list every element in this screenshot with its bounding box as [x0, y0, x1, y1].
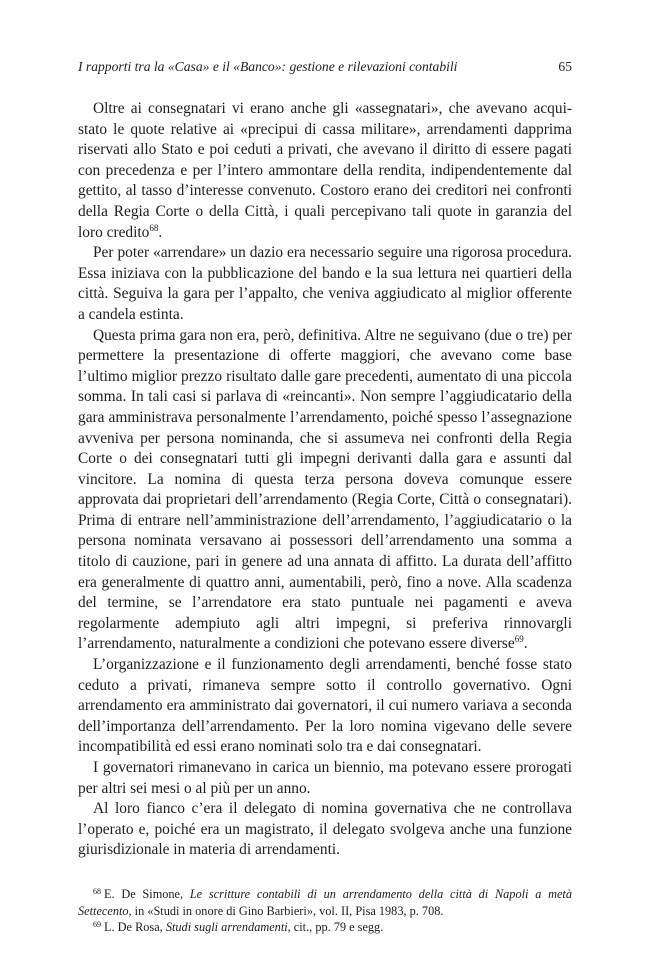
paragraph-reincanti: Questa prima gara non era, però, definitiva. Altre ne seguivano (due o tre) per permettere la presentazione di offerte maggiori, che avevano come base l’ultimo miglior prezzo risultato dalle gare precedenti, aumentato di una piccola somma. In tali casi si parlava di «reincanti». Non sempre l’aggiudicatario della gara amministrava personalmente l’arrendamento, poiché spesso l’assegnazione avveniva per persona nominanda, che si assumeva nei confronti della Regia Corte o dei consegnatari tutti gli impegni derivanti dalla gara e assunti dal vincitore. La nomina di questa terza persona doveva comunque essere approvata dai proprietari dell’arrendamento (Regia Corte, Città o consegnatari). Prima di entrare nell’amministrazione dell’arrendamento, l’aggiudicatario o la persona nominata versavano ai possessori dell’arrendamento una somma a titolo di cauzione, pari in genere ad una annata di affitto. La durata dell’affitto era generalmente di quattro anni, aumentabili, però, fino a nove. Alla scadenza del termine, se l’arrendatore era stato puntuale nei pagamenti e aveva regolarmente adempiuto agli altri impegni, si preferiva rinnovargli l’arrendamento, naturalmente a condizioni che potevano essere diverse$^{69}$. — [78, 326, 572, 653]
footnote-title: Studi sugli arrendamenti — [165, 920, 288, 935]
running-title: I rapporti tra la «Casa» e il «Banco»: gestione e rilevazioni contabili — [78, 59, 458, 74]
running-header — [78, 58, 572, 80]
footnote-68: $^{68}$ E. De Simone, Le scritture contabili di un arrendamento della città di Napoli a metà Settecento, in «Studi in onore di Gino Barbieri», vol. II, Pisa 1983, p. 708. — [78, 886, 572, 918]
footnote-number: 69 — [93, 920, 101, 930]
paragraph-procedura: Per poter «arrendare» un dazio era necessario seguire una rigorosa procedura. Essa iniziava con la pubblicazione del bando e la sua lettura nei quartieri della città. Seguiva la gara per l’appalto, che veniva aggiudicato al miglior offerente a candela estinta. — [78, 244, 572, 323]
paragraph-governatori: I governatori rimanevano in carica un biennio, ma potevano essere prorogati per altri sei mesi o al più per un anno. — [78, 759, 572, 797]
footnote-title: Le scritture contabili di un arrendamento della città di Napoli a metà Settecento — [78, 886, 572, 918]
body-text — [78, 99, 572, 861]
paragraph-delegato: Al loro fianco c’era il delegato di nomina governativa che ne controllava l’operato e, poiché era un magistrato, il delegato svolgeva anche una funzione giurisdizionale in materia di arrendamenti. — [78, 800, 572, 859]
footnote-69: $^{69}$ L. De Rosa, Studi sugli arrendamenti, cit., pp. 79 e segg. — [93, 920, 384, 935]
page-number: 65 — [558, 59, 572, 74]
footnote-number: 68 — [93, 886, 101, 896]
paragraph-assegnatari: Oltre ai consegnatari vi erano anche gli «assegnatari», che avevano acquistato le quote relative ai «precipui di cassa militare», arrendamenti dapprima riservati allo Stato e poi ceduti a privati, che avevano il diritto di essere pagati con precedenza e per l’intero ammontare della rendita, indipendentemente dal gettito, al tasso d’interesse convenuto. Costoro erano dei creditori nei confronti della Regia Corte o della Città, i quali percepivano tali quote in garanzia del loro credito$^{68}$. — [78, 100, 572, 241]
book-page — [78, 58, 572, 936]
note-reference-69[interactable]: 69 — [514, 634, 524, 645]
footnotes — [78, 886, 572, 936]
note-reference-68[interactable]: 68 — [149, 222, 159, 233]
paragraph-organizzazione: L’organizzazione e il funzionamento degli arrendamenti, benché fosse stato ceduto a privati, rimaneva sempre sotto il controllo governativo. Ogni arrendamento era amministrato dai governatori, il cui numero variava a seconda dell’importanza dell’arrendamento. Per la loro nomina vigevano delle severe incompatibilità ed essi erano nominati solo tra e dai consegnatari. — [78, 656, 572, 756]
